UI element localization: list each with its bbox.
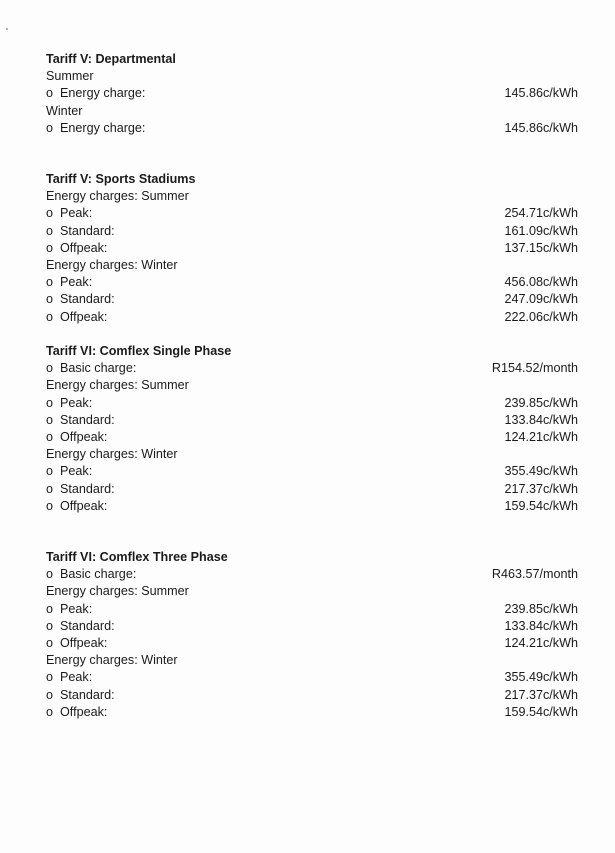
charge-label: o Basic charge:: [46, 566, 136, 583]
season-heading-row: [46, 583, 578, 600]
charge-label: o Offpeak:: [46, 429, 107, 446]
charge-label: o Peak:: [46, 274, 92, 291]
charge-row: [46, 498, 578, 515]
section-title: Tariff VI: Comflex Single Phase: [46, 344, 232, 358]
season-heading-row: [46, 257, 578, 274]
charge-row: [46, 309, 578, 326]
charge-value: 222.06c/kWh: [504, 309, 578, 324]
season-label: Energy charges: Summer: [46, 189, 189, 204]
charge-value: 254.71c/kWh: [504, 206, 578, 221]
charge-value: R154.52/month: [491, 361, 578, 376]
charge-label: o Standard:: [46, 223, 115, 240]
charge-label: o Offpeak:: [46, 498, 107, 515]
charge-value: 161.09c/kWh: [504, 223, 578, 238]
charge-row: [46, 274, 578, 291]
charge-row: [46, 85, 578, 102]
charge-value: 239.85c/kWh: [504, 601, 578, 616]
charge-label: o Offpeak:: [46, 704, 107, 721]
charge-label: o Peak:: [46, 601, 92, 618]
season-label: Winter: [46, 103, 83, 118]
season-label: Energy charges: Winter: [46, 257, 178, 272]
season-heading-row: [46, 377, 578, 394]
charge-value: 145.86c/kWh: [504, 86, 578, 101]
charge-value: 217.37c/kWh: [504, 687, 578, 702]
charge-value: 217.37c/kWh: [504, 481, 578, 496]
charge-value: 133.84c/kWh: [504, 618, 578, 633]
charge-value: 124.21c/kWh: [504, 429, 578, 444]
charge-label: o Energy charge:: [46, 120, 145, 137]
season-label: Energy charges: Winter: [46, 653, 178, 668]
charge-label: o Standard:: [46, 481, 115, 498]
charge-row: [46, 481, 578, 498]
section-title-row: [46, 549, 578, 566]
charge-value: 145.86c/kWh: [504, 120, 578, 135]
charge-row: [46, 223, 578, 240]
charge-value: 124.21c/kWh: [504, 635, 578, 650]
charge-row: [46, 635, 578, 652]
charge-value: 239.85c/kWh: [504, 395, 578, 410]
scan-speck: [6, 28, 8, 30]
charge-label: o Peak:: [46, 395, 92, 412]
season-label: Summer: [46, 69, 94, 84]
charge-label: o Standard:: [46, 291, 115, 308]
section-title: Tariff V: Departmental: [46, 52, 176, 66]
season-heading-row: [46, 103, 578, 120]
charge-label: o Energy charge:: [46, 85, 145, 102]
charge-label: o Offpeak:: [46, 309, 107, 326]
charge-row: [46, 429, 578, 446]
tariff-section-comflex-single-phase: [46, 343, 578, 515]
charge-value: 133.84c/kWh: [504, 412, 578, 427]
section-title-row: [46, 343, 578, 360]
tariff-section-comflex-three-phase: [46, 549, 578, 721]
charge-value: 247.09c/kWh: [504, 292, 578, 307]
season-label: Energy charges: Winter: [46, 447, 178, 462]
charge-label: o Peak:: [46, 463, 92, 480]
charge-value: 159.54c/kWh: [504, 704, 578, 719]
charge-row: [46, 291, 578, 308]
season-heading-row: [46, 446, 578, 463]
section-title: Tariff V: Sports Stadiums: [46, 172, 196, 186]
season-label: Energy charges: Summer: [46, 378, 189, 393]
season-label: Energy charges: Summer: [46, 584, 189, 599]
charge-value: R463.57/month: [491, 567, 578, 582]
tariff-section-sports-stadiums: [46, 171, 578, 326]
charge-row: [46, 669, 578, 686]
tariff-section-departmental: [46, 51, 578, 137]
charge-row: [46, 240, 578, 257]
charge-row: [46, 618, 578, 635]
charge-row: [46, 601, 578, 618]
charge-row: [46, 412, 578, 429]
charge-row: [46, 205, 578, 222]
charge-label: o Offpeak:: [46, 240, 107, 257]
charge-value: 159.54c/kWh: [504, 498, 578, 513]
charge-row: [46, 360, 578, 377]
charge-label: o Peak:: [46, 669, 92, 686]
charge-label: o Offpeak:: [46, 635, 107, 652]
charge-row: [46, 120, 578, 137]
charge-label: o Standard:: [46, 687, 115, 704]
charge-label: o Basic charge:: [46, 360, 136, 377]
season-heading-row: [46, 188, 578, 205]
charge-value: 137.15c/kWh: [504, 240, 578, 255]
charge-row: [46, 463, 578, 480]
charge-label: o Standard:: [46, 618, 115, 635]
season-heading-row: [46, 68, 578, 85]
charge-value: 355.49c/kWh: [504, 464, 578, 479]
charge-value: 456.08c/kWh: [504, 275, 578, 290]
charge-row: [46, 704, 578, 721]
section-title-row: [46, 171, 578, 188]
section-title-row: [46, 51, 578, 68]
charge-row: [46, 687, 578, 704]
season-heading-row: [46, 652, 578, 669]
charge-value: 355.49c/kWh: [504, 670, 578, 685]
charge-row: [46, 395, 578, 412]
charge-row: [46, 566, 578, 583]
section-title: Tariff VI: Comflex Three Phase: [46, 550, 228, 564]
charge-label: o Peak:: [46, 205, 92, 222]
charge-label: o Standard:: [46, 412, 115, 429]
